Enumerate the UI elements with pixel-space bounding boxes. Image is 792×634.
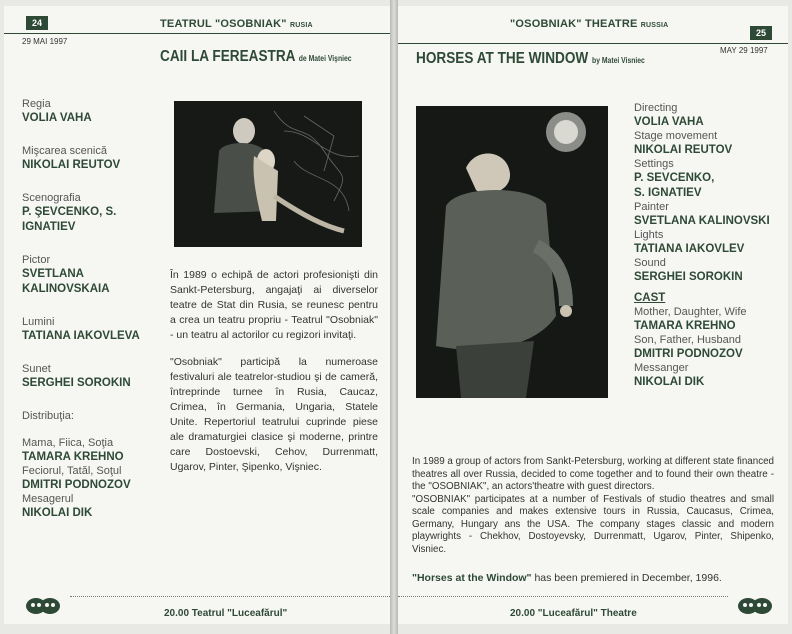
credit-block [22, 98, 172, 126]
credit-block [634, 130, 784, 158]
credit-role: Regia [22, 98, 51, 110]
cast-name: DMITRI PODNOZOV [22, 479, 131, 491]
credit-role: Sunet [22, 363, 51, 375]
credit-name: VOLIA VAHA [634, 116, 704, 128]
production-photo [416, 106, 608, 398]
credit-block [634, 102, 784, 130]
credit-name: SVETLANA KALINOVSKI [634, 215, 770, 227]
premiere-note [412, 572, 722, 584]
header-rule [4, 33, 390, 34]
footer: 20.00 "Luceafărul" Theatre [510, 608, 637, 619]
cast-role: Mesagerul [22, 493, 74, 505]
credit-block [22, 254, 172, 297]
credit-block [634, 229, 784, 257]
credit-block [634, 158, 784, 201]
cast-heading-text: Distribuţia: [22, 410, 74, 422]
credit-role: Mişcarea scenică [22, 145, 107, 157]
credit-name: TATIANA IAKOVLEVA [22, 330, 140, 342]
credit-block [22, 363, 172, 391]
production-photo [174, 101, 362, 247]
title-author: by Matei Visniec [592, 56, 645, 65]
book-gutter [390, 0, 398, 634]
footer-dotted-rule [70, 596, 390, 597]
credit-name: S. IGNATIEV [634, 187, 702, 199]
credit-name: VOLIA VAHA [22, 112, 92, 124]
cast-entry [22, 465, 172, 493]
header-rule [398, 43, 788, 44]
footer: 20.00 Teatrul "Luceafărul" [164, 608, 288, 619]
right-page [398, 6, 788, 624]
cast-entry [634, 306, 784, 334]
cast-entry [22, 493, 172, 521]
cast-heading: CAST [634, 292, 666, 304]
paragraph: În 1989 o echipă de actori profesionişti din Sankt-Petersburg, angajaţi ai diverselor teatre de Stat din Rusia, se reunesc pentru a crea un teatru propriu - Teatrul "Osobniak" - un teatru al actorilor cu regizori invitaţi. [170, 269, 378, 341]
credit-name: P. SEVCENKO, [634, 172, 715, 184]
cast-entry [634, 334, 784, 362]
page-header [160, 18, 313, 30]
credit-role: Sound [634, 257, 666, 269]
masks-logo-icon [736, 596, 774, 621]
cast-role: Son, Father, Husband [634, 334, 742, 346]
play-title [416, 50, 645, 68]
credit-role: Painter [634, 201, 669, 213]
cast-entry [22, 437, 172, 465]
photo-illustration [174, 101, 362, 247]
cast-name: NIKOLAI DIK [22, 507, 93, 519]
cast-name: TAMARA KREHNO [634, 320, 736, 332]
credit-block [634, 201, 784, 229]
footer-dotted-rule [398, 596, 728, 597]
credit-role: Lights [634, 229, 664, 241]
header-suffix: RUSSIA [640, 22, 669, 29]
credit-name: SVETLANA KALINOVSKAIA [22, 268, 110, 295]
page-number: 25 [750, 26, 772, 40]
credit-name: TATIANA IAKOVLEV [634, 243, 745, 255]
cast-entry [634, 362, 784, 390]
credit-role: Stage movement [634, 130, 718, 142]
credit-name: P. ŞEVCENKO, S. IGNATIEV [22, 206, 117, 233]
credit-role: Lumini [22, 316, 55, 328]
cast-role: Feciorul, Tatăl, Soţul [22, 465, 122, 477]
credit-block [22, 192, 172, 235]
header-suffix: RUSIA [289, 22, 313, 29]
cast-name: TAMARA KREHNO [22, 451, 124, 463]
header-text: "OSOBNIAK" THEATRE [510, 18, 638, 30]
paragraph: "Osobniak" participă la numeroase festivaluri ale teatrelor-studiou şi de cameră, întreprinde turnee în Rusia, Caucaz, Crimea, în Germania, Ungaria, Statele Unite. Repertoriul teatrului cuprinde piese ale dramaturgiei clasice şi moderne, printre care Dostoevski, Cehov, Durrenmatt, Ugarov, Pinter, Şipenko, Vişniec. [170, 356, 378, 473]
credit-name: SERGHEI SOROKIN [634, 271, 743, 283]
cast-role: Mother, Daughter, Wife [634, 306, 747, 318]
credits-list [22, 98, 172, 521]
masks-logo-icon [24, 596, 62, 621]
description [170, 268, 378, 487]
cast-name: NIKOLAI DIK [634, 376, 705, 388]
date: MAY 29 1997 [720, 46, 768, 55]
left-page [4, 6, 390, 624]
title-text: HORSES AT THE WINDOW [416, 50, 589, 67]
credits-list [634, 102, 784, 390]
premiere-text: has been premiered in December, 1996. [531, 572, 722, 584]
cast-role: Mama, Fiica, Soţia [22, 437, 114, 449]
photo-illustration [416, 106, 608, 398]
credit-block [22, 145, 172, 173]
credit-role: Scenografia [22, 192, 81, 204]
credit-name: NIKOLAI REUTOV [22, 159, 121, 171]
cast-name: DMITRI PODNOZOV [634, 348, 743, 360]
page-header [510, 18, 668, 30]
paragraph: In 1989 a group of actors from Sankt-Petersburg, working at different state financed theatres all over Russia, decided to come together and to found their own theatre - the "OSOBNIAK", an actors'theatre with guest directors. [412, 456, 774, 492]
header-text: TEATRUL "OSOBNIAK" [160, 18, 287, 30]
credit-role: Directing [634, 102, 678, 114]
credit-role: Settings [634, 158, 674, 170]
credit-role: Pictor [22, 254, 51, 266]
paragraph: "OSOBNIAK" participates at a number of Festivals of studio theatres and small scale companies and makes extensive tours in Russia, Caucasus, Crimea, Germany, Hungary ans the USA. The company stages classic and modern playwrights - Chekhov, Dostoyevsky, Durrenmatt, Ugarov, Pinter, Shipenko, Visniec. [412, 493, 774, 555]
credit-name: SERGHEI SOROKIN [22, 377, 131, 389]
page-number: 24 [26, 16, 48, 30]
play-title [160, 48, 352, 66]
title-text: CAII LA FEREASTRA [160, 48, 295, 65]
cast-heading [22, 410, 172, 423]
credit-block [634, 257, 784, 285]
title-author: de Matei Vişniec [298, 54, 352, 63]
date: 29 MAI 1997 [22, 37, 68, 46]
premiere-title: "Horses at the Window" [412, 572, 532, 584]
cast-role: Messanger [634, 362, 689, 374]
description [412, 456, 774, 556]
credit-name: NIKOLAI REUTOV [634, 144, 733, 156]
credit-block [22, 316, 172, 344]
